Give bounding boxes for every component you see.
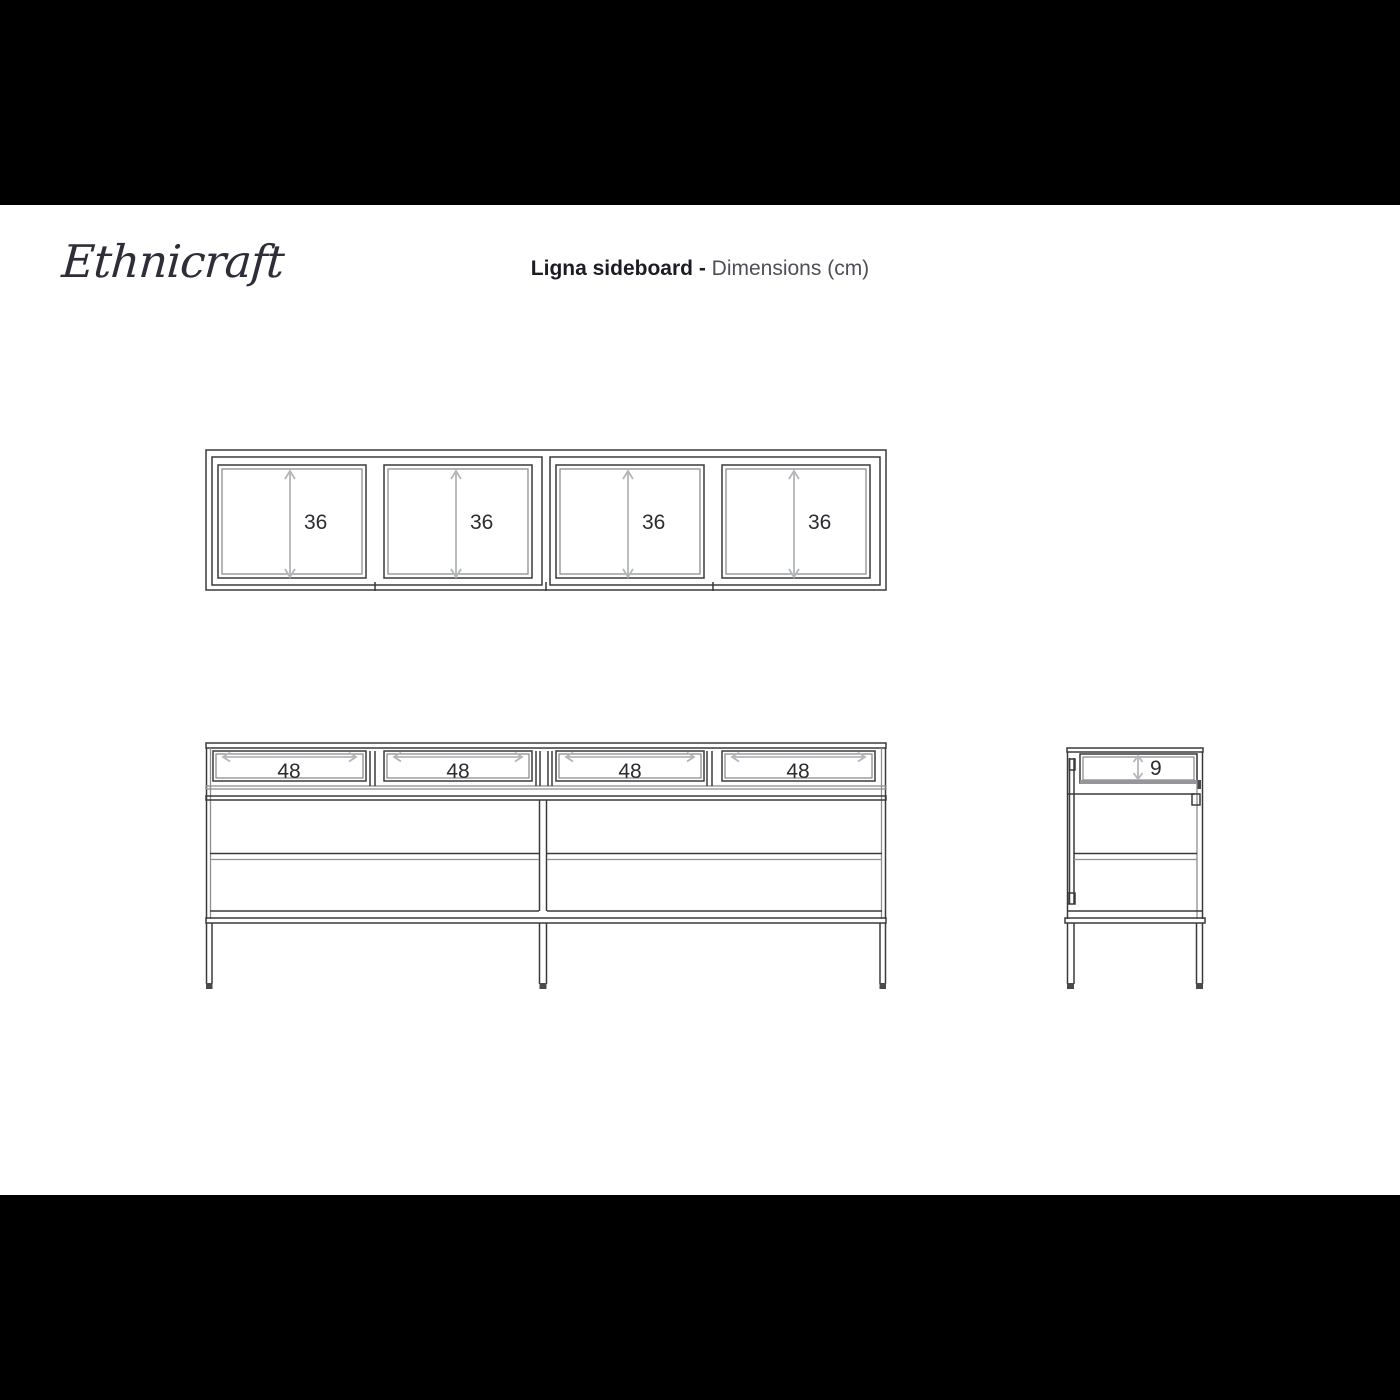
vertical-dimension-arrow <box>623 471 633 577</box>
front-view-drawing <box>200 738 892 994</box>
top-compartment-4 <box>722 465 870 578</box>
front-view-legs <box>206 923 886 989</box>
dimension-label: 48 <box>277 760 301 783</box>
dimension-label: 36 <box>304 511 328 534</box>
base-rail <box>206 918 886 923</box>
dimension-label: 9 <box>1150 757 1162 780</box>
dimension-label: 48 <box>446 760 470 783</box>
front-drawer-3 <box>556 751 704 783</box>
vertical-dimension-arrow <box>451 471 461 577</box>
leg-foot <box>1067 983 1074 989</box>
title-suffix: Dimensions (cm) <box>711 257 870 280</box>
drawer-hook <box>1198 780 1202 789</box>
product-name: Ligna sideboard - <box>530 257 706 280</box>
shelf-top <box>206 796 886 800</box>
sheet-title <box>0 257 1400 281</box>
dimension-label: 36 <box>808 511 832 534</box>
leg-foot <box>1196 983 1203 989</box>
leg-foot <box>880 983 887 989</box>
dimension-label: 36 <box>642 511 666 534</box>
top-view-drawing <box>200 445 892 595</box>
clip-detail <box>1192 794 1200 805</box>
side-drawer <box>1080 754 1201 789</box>
dimension-label: 48 <box>786 760 810 783</box>
drawer-rail <box>206 786 886 789</box>
base-rail <box>1065 918 1205 923</box>
front-drawer-1 <box>213 751 366 783</box>
side-view-drawing <box>1060 738 1210 994</box>
brand-logo: Ethnicraft <box>60 235 286 288</box>
drawer-bottom <box>1080 780 1200 784</box>
table-top <box>206 743 886 748</box>
table-top <box>1067 748 1203 752</box>
leg-foot <box>206 983 213 989</box>
dimension-sheet <box>0 205 1400 1195</box>
vertical-dimension-arrow <box>1134 756 1143 779</box>
dimension-label: 36 <box>470 511 494 534</box>
leg-foot <box>540 983 547 989</box>
front-drawer-4 <box>722 751 875 783</box>
front-drawer-2 <box>384 751 532 783</box>
top-compartment-3 <box>556 465 704 578</box>
top-compartment-2 <box>384 465 532 578</box>
vertical-dimension-arrow <box>285 471 295 577</box>
side-view-legs <box>1067 923 1203 989</box>
top-compartment-1 <box>218 465 366 578</box>
vertical-dimension-arrow <box>789 471 799 577</box>
front-view-carcass <box>206 743 886 923</box>
dimension-label: 48 <box>618 760 642 783</box>
